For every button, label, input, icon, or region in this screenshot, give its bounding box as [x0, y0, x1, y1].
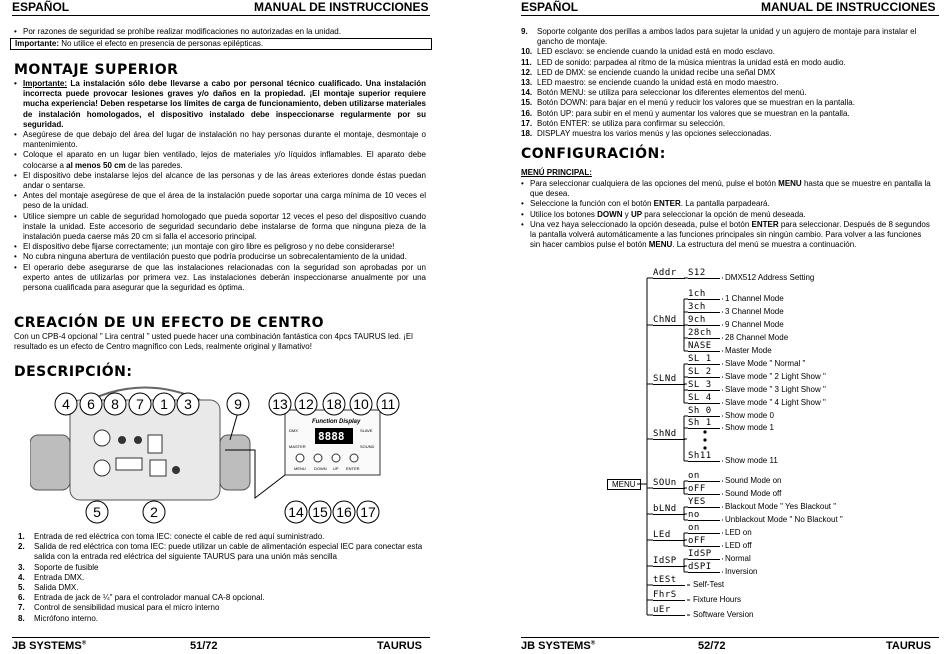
- config-bold: MENU: [778, 179, 802, 188]
- menu-sub-code: SL 3: [688, 380, 720, 391]
- menu-code: uEr: [653, 605, 685, 616]
- menu-option-label: 28 Channel Mode: [725, 333, 789, 342]
- menu-sub-code: Sh 0: [688, 406, 720, 417]
- montaje-item-text: Coloque el aparato en un lugar bien ventilado, lejos de materiales y/o líquidos inflamables. El aparato debe colocarse a: [23, 150, 426, 170]
- important-text: No utilice el efecto en presencia de personas epilépticas.: [59, 39, 264, 48]
- panel-label: SLAVE: [360, 428, 373, 433]
- menu-code: LEd: [653, 530, 685, 541]
- menu-sub-code: S12: [688, 268, 720, 279]
- menu-code: Addr: [653, 268, 685, 279]
- panel-label: SOUND: [360, 444, 375, 449]
- menu-sub-code: Sh11: [688, 451, 720, 462]
- montaje-item: • Utilice siempre un cable de seguridad homologado que pueda soportar 12 veces el peso del dispositivo cuando instale la unidad. Este accesorio de seguridad secundario debe instalarse de forma que ninguna pieza de la instalación pueda caerse más 20 cm si falla el accesorio principal.: [23, 212, 426, 243]
- config-text: para seleccionar la opción de menú deseada.: [642, 209, 806, 219]
- intro-bullet-text: • Por razones de seguridad se prohíbe realizar modificaciones no autorizadas en la unidad.: [23, 27, 434, 37]
- menu-option-label: Slave Mode " Normal ": [725, 359, 806, 368]
- desc-item: [18, 614, 428, 624]
- montaje-item: • El dispositivo debe fijarse correctamente; ¡un montaje con giro libre es peligroso y no debe considerarse!: [23, 242, 426, 252]
- montaje-important: [23, 79, 426, 130]
- menu-tree: [475, 260, 950, 630]
- montaje-item-bold: al menos 50 cm: [66, 160, 126, 170]
- component-text: Soporte colgante dos perillas a ambos lados para sujetar la unidad y un agujero de montaje para instalar el gancho de montaje.: [537, 27, 917, 47]
- component-item: [521, 119, 935, 129]
- menu-code: bLNd: [653, 504, 685, 515]
- component-text: Botón ENTER: se utiliza para confirmar su selección.: [537, 118, 726, 128]
- component-text: DISPLAY muestra los varios menús y las opciones seleccionadas.: [537, 129, 772, 139]
- centro-heading: CREACIÓN DE UN EFECTO DE CENTRO: [14, 315, 325, 331]
- menu-option-label: Slave mode " 3 Light Show ": [725, 385, 826, 394]
- desc-list: [18, 532, 428, 624]
- menu-option-label: Sound Mode off: [725, 489, 782, 498]
- menu-option-label: Inversion: [725, 567, 758, 576]
- callout-number: 16: [336, 504, 352, 520]
- menu-sub-code: SL 1: [688, 354, 720, 365]
- header-title: MANUAL DE INSTRUCCIONES: [761, 0, 936, 14]
- component-item: [521, 58, 935, 68]
- config-bold: MENU: [648, 240, 673, 250]
- important-label: Importante:: [15, 39, 59, 48]
- config-text: Una vez haya seleccionado la opción deseada, pulse el botón: [530, 219, 752, 229]
- panel-label: ENTER: [346, 466, 360, 471]
- config-text: . La pantalla parpadeará.: [680, 199, 770, 209]
- desc-text: Entrada de jack de ¼" para el controlador manual CA-8 opcional.: [34, 593, 265, 603]
- desc-num: 2.: [18, 542, 25, 552]
- montaje-item: [23, 150, 426, 170]
- callout-number: 12: [298, 396, 314, 412]
- panel-label: MENU: [294, 466, 306, 471]
- config-item: [530, 220, 933, 251]
- config-list: [521, 179, 933, 250]
- menu-option-label: Self-Test: [693, 580, 725, 589]
- callout-number: 10: [353, 396, 369, 412]
- component-text: Botón MENU: se utiliza para seleccionar los diferentes elementos del menú.: [537, 88, 807, 98]
- menu-sub-code: on: [688, 523, 720, 534]
- desc-num: 4.: [18, 572, 25, 582]
- montaje-item: • Asegúrese de que debajo del área del lugar de instalación no hay personas durante el montaje, desmontaje o mantenimiento.: [23, 130, 426, 150]
- menu-option-label: Show mode 0: [725, 411, 774, 420]
- callout-number: 11: [380, 396, 396, 412]
- panel-label: DOWN: [314, 466, 327, 471]
- component-text: LED de sonido: parpadea al ritmo de la música mientras la unidad está en modo audio.: [537, 57, 846, 67]
- menu-option-label: Slave mode " 2 Light Show ": [725, 372, 826, 381]
- component-item: [521, 68, 935, 78]
- panel-label: DMX: [289, 428, 298, 433]
- menu-option-label: Normal: [725, 554, 751, 563]
- montaje-item: • El dispositivo debe instalarse lejos del alcance de las personas y de las áreas exteriores donde éstas puedan andar o sentarse.: [23, 171, 426, 191]
- config-heading: CONFIGURACIÓN:: [521, 146, 666, 162]
- menu-option-label: Slave mode " 4 Light Show ": [725, 398, 826, 407]
- callout-number: 13: [272, 396, 288, 412]
- montaje-important-label: Importante:: [23, 79, 67, 88]
- header-title: MANUAL DE INSTRUCCIONES: [254, 0, 429, 14]
- config-text: Utilice los botones: [530, 209, 598, 219]
- footer-brand-text: JB SYSTEMS: [12, 640, 82, 652]
- device-diagram: [30, 380, 430, 530]
- callout-number: 2: [150, 504, 158, 520]
- important-box: [10, 38, 432, 50]
- desc-item: [18, 573, 428, 583]
- desc-text: Salida de red eléctrica con toma IEC: puede utilizar un cable de alimentación especial IEC para conectar esta salida con la entrada red eléctrica del siguiente TAURUS para una unión más sencilla: [34, 542, 423, 562]
- menu-option-label: LED off: [725, 541, 752, 550]
- panel-title: Function Display: [312, 419, 361, 425]
- desc-text: Control de sensibilidad musical para el micro interno: [34, 603, 220, 613]
- config-text: . La estructura del menú se muestra a continuación.: [672, 240, 857, 250]
- menu-sub-code: oFF: [688, 536, 720, 547]
- footer-rule: [521, 637, 939, 638]
- config-bold: UP: [630, 209, 643, 219]
- callout-number: 1: [160, 396, 168, 412]
- desc-item: [18, 563, 428, 573]
- menu-sub-code: no: [688, 510, 720, 521]
- desc-num: 6.: [18, 593, 25, 603]
- menu-sub-code: YES: [688, 497, 720, 508]
- callout-number: 14: [288, 504, 304, 520]
- desc-item: [18, 542, 428, 562]
- menu-option-label: Sound Mode on: [725, 476, 782, 485]
- menu-option-label: Software Version: [693, 610, 754, 619]
- component-num: 15.: [521, 98, 533, 108]
- footer-model: TAURUS: [377, 640, 423, 652]
- component-text: Botón UP: para subir en el menú y aumentar los valores que se muestran en la pantalla.: [537, 108, 850, 118]
- component-num: 18.: [521, 129, 533, 139]
- panel-display: 8888: [318, 430, 345, 443]
- footer-reg: ®: [590, 640, 596, 647]
- component-num: 14.: [521, 88, 533, 98]
- callout-number: 3: [184, 396, 192, 412]
- intro-bullet: [14, 27, 434, 37]
- config-item: [530, 199, 933, 209]
- callout-number: 6: [87, 396, 95, 412]
- desc-num: 5.: [18, 583, 25, 593]
- callout-number: 9: [234, 396, 242, 412]
- desc-num: 3.: [18, 562, 25, 572]
- desc-num: 1.: [18, 532, 25, 541]
- menu-sub-code: SL 2: [688, 367, 720, 378]
- component-num: 17.: [521, 118, 533, 128]
- descripcion-heading: DESCRIPCIÓN:: [14, 364, 133, 380]
- desc-num: 7.: [18, 603, 25, 613]
- montaje-list: [14, 79, 426, 293]
- menu-sub-code: NASE: [688, 341, 720, 352]
- callout-number: 8: [111, 396, 119, 412]
- montaje-item: • Antes del montaje asegúrese de que el área de la instalación puede soportar una carga mínima de 10 veces el peso de la unidad.: [23, 191, 426, 211]
- component-item: [521, 27, 935, 47]
- desc-text: Micrófono interno.: [34, 613, 99, 623]
- desc-item: [18, 583, 428, 593]
- component-num: 9.: [521, 27, 528, 36]
- panel-label: UP: [333, 466, 339, 471]
- desc-text: Salida DMX.: [34, 583, 79, 593]
- callout-number: 17: [360, 504, 376, 520]
- menu-option-label: 3 Channel Mode: [725, 307, 784, 316]
- header-rule: [12, 15, 430, 16]
- config-text: hasta que se muestre en pantalla la que desea.: [530, 179, 931, 199]
- menu-code: ShNd: [653, 429, 685, 440]
- menu-sub-code: 28ch: [688, 328, 720, 339]
- footer-model: TAURUS: [886, 640, 932, 652]
- header-language: ESPAÑOL: [521, 0, 579, 14]
- config-text: Seleccione la función con el botón: [530, 199, 654, 209]
- menu-principal-label: MENÚ PRINCIPAL:: [521, 168, 592, 177]
- config-text: para seleccionar. Después de 8 segundos la pantalla volverá automáticamente a las funciones principales sin ningún cambio. Para volver a las funciones sin hacer cambios pulse el botón: [530, 219, 930, 250]
- montaje-item: • El operario debe asegurarse de que las instalaciones relacionadas con la seguridad son aprobadas por un experto antes de utilizarlas por primera vez. Las instalaciones deberán inspeccionarse anualmente por una persona cualificada para asegurar que la seguridad es óptima.: [23, 263, 426, 294]
- config-item: [530, 179, 933, 199]
- montaje-item-tail: de las paredes.: [125, 160, 183, 170]
- config-item: [530, 210, 933, 220]
- component-list: [521, 27, 935, 139]
- config-bold: DOWN: [597, 209, 623, 219]
- callout-number: 5: [93, 504, 101, 520]
- component-item: [521, 78, 935, 88]
- component-text: LED esclavo: se enciende cuando la unidad está en modo esclavo.: [537, 47, 775, 57]
- desc-text: Entrada DMX.: [34, 572, 85, 582]
- menu-code: ChNd: [653, 315, 685, 326]
- component-text: LED de DMX: se enciende cuando la unidad recibe una señal DMX: [537, 67, 776, 77]
- menu-root-label: MENU: [607, 479, 641, 490]
- component-item: [521, 98, 935, 108]
- control-panel: [285, 410, 380, 475]
- footer-reg: ®: [81, 640, 87, 647]
- footer-page: 51/72: [190, 640, 218, 652]
- menu-option-label: Master Mode: [725, 346, 772, 355]
- montaje-heading: MONTAJE SUPERIOR: [14, 62, 179, 78]
- component-num: 11.: [521, 57, 532, 67]
- desc-num: 8.: [18, 613, 25, 623]
- callout-number: 18: [326, 396, 342, 412]
- menu-sub-code: SL 4: [688, 393, 720, 404]
- menu-option-label: Show mode 11: [725, 456, 778, 465]
- component-item: [521, 129, 935, 139]
- menu-code: SLNd: [653, 374, 685, 385]
- footer-brand: [521, 640, 595, 652]
- config-text: Para seleccionar cualquiera de las opciones del menú, pulse el botón: [530, 179, 779, 188]
- component-item: [521, 47, 935, 57]
- menu-sub-code: IdSP: [688, 549, 720, 560]
- component-text: Botón DOWN: para bajar en el menú y reducir los valores que se muestran en la pantalla.: [537, 98, 855, 108]
- centro-text: Con un CPB-4 opcional " Lira central " usted puede hacer una combinación fantástica con 4pcs TAURUS led. ¡El resultado es un efecto de Centro magnífico con Leds, realmente original y llamativo!: [14, 332, 413, 352]
- menu-sub-code: dSPI: [688, 562, 720, 573]
- component-num: 16.: [521, 108, 533, 118]
- header-rule: [521, 15, 939, 16]
- menu-sub-code: on: [688, 471, 720, 482]
- menu-option-label: Show mode 1: [725, 423, 774, 432]
- component-num: 12.: [521, 67, 533, 77]
- montaje-item: • No cubra ninguna abertura de ventilación puesto que podría producirse un sobrecalentamiento de la unidad.: [23, 252, 426, 262]
- component-item: [521, 109, 935, 119]
- desc-item: [18, 593, 428, 603]
- menu-code: tESt: [653, 575, 685, 586]
- config-bold: ENTER: [653, 199, 681, 209]
- callout-number: 15: [312, 504, 328, 520]
- menu-option-label: Unblackout Mode " No Blackout ": [725, 515, 843, 524]
- menu-code: IdSP: [653, 556, 685, 567]
- component-item: [521, 88, 935, 98]
- desc-item: [18, 603, 428, 613]
- config-bold: ENTER: [751, 219, 779, 229]
- desc-text: Soporte de fusible: [34, 562, 99, 572]
- montaje-important-text: La instalación sólo debe llevarse a cabo por personal técnico cualificado. Una instalación incorrecta puede provocar lesiones graves y/o daños en la propiedad. ¡El montaje superior requiere mucha experiencia! Deben respetarse los límites de carga de funcionamiento, deben utilizarse materiales de instalación homologados, el dispositivo instalado debe inspeccionarse regularmente por su seguridad.: [23, 79, 426, 129]
- component-num: 10.: [521, 47, 533, 57]
- footer-brand: [12, 640, 86, 652]
- header-language: ESPAÑOL: [12, 0, 70, 14]
- footer-rule: [12, 637, 430, 638]
- footer-page: 52/72: [698, 640, 726, 652]
- config-text: y: [622, 209, 631, 219]
- menu-option-label: Blackout Mode " Yes Blackout ": [725, 502, 837, 511]
- callout-number: 7: [136, 396, 144, 412]
- menu-sub-code: 1ch: [688, 289, 720, 300]
- menu-option-label: 9 Channel Mode: [725, 320, 784, 329]
- desc-text: Entrada de red eléctrica con toma IEC: conecte el cable de red aquí suministrado.: [34, 532, 325, 541]
- menu-option-label: Fixture Hours: [693, 595, 742, 604]
- component-num: 13.: [521, 78, 533, 88]
- menu-sub-code: oFF: [688, 484, 720, 495]
- menu-sub-code: 3ch: [688, 302, 720, 313]
- desc-item: [18, 532, 428, 542]
- panel-label: MASTER: [289, 444, 306, 449]
- menu-option-label: 1 Channel Mode: [725, 294, 784, 303]
- menu-option-label: LED on: [725, 528, 752, 537]
- menu-option-label: DMX512 Address Setting: [725, 273, 815, 282]
- menu-sub-code: Sh 1: [688, 418, 720, 429]
- component-text: LED maestro: se enciende cuando la unidad está en modo maestro.: [537, 78, 779, 88]
- right-page: [475, 0, 950, 654]
- menu-code: SOUn: [653, 478, 685, 489]
- menu-sub-code: 9ch: [688, 315, 720, 326]
- footer-brand-text: JB SYSTEMS: [521, 640, 591, 652]
- menu-code: FhrS: [653, 590, 685, 601]
- callout-number: 4: [62, 396, 70, 412]
